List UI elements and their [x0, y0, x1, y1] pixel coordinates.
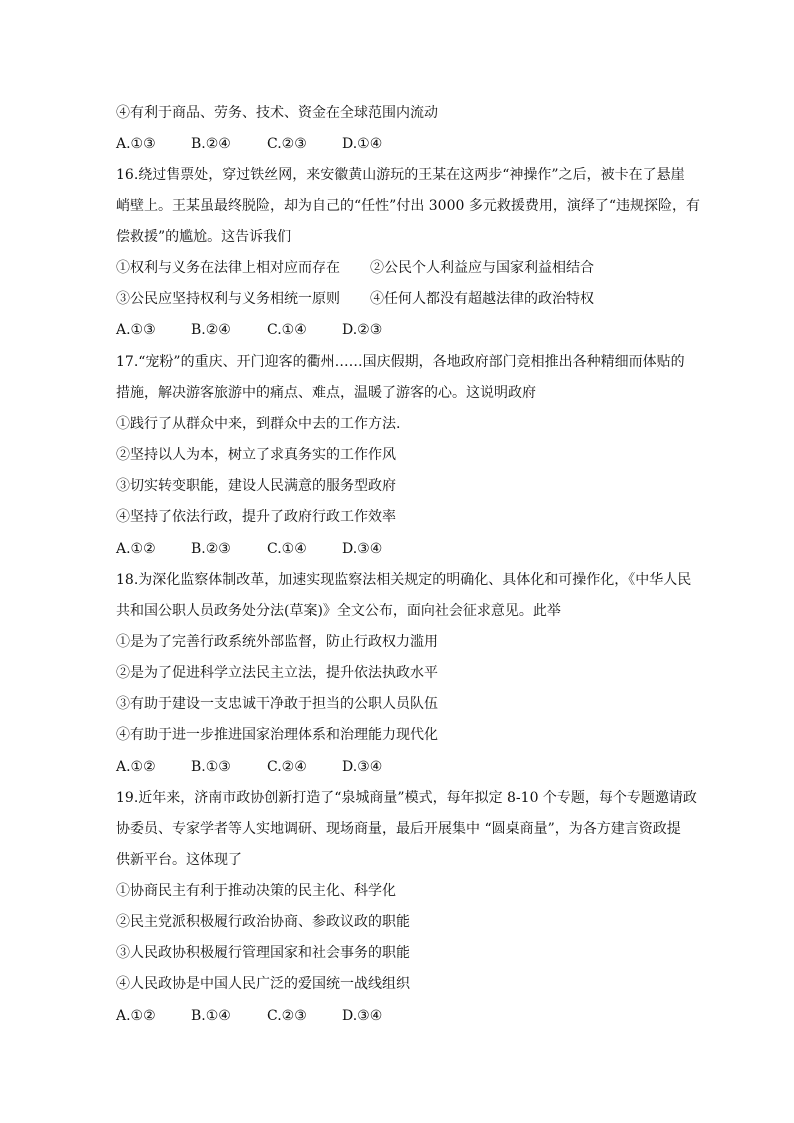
q17-item-2: ②坚持以人为本，树立了求真务实的工作作风: [116, 447, 396, 463]
q19-option-a: A.①②: [116, 1008, 156, 1024]
q19-item-3: ③人民政协积极履行管理国家和社会事务的职能: [116, 945, 410, 961]
q15-option-a: A.①③: [116, 136, 156, 152]
q17-item-3: ③切实转变职能，建设人民满意的服务型政府: [116, 478, 396, 494]
q15-option-b: B.②④: [191, 136, 231, 152]
q16-option-c: C.①④: [267, 322, 307, 338]
q18-item-1: ①是为了完善行政系统外部监督，防止行政权力滥用: [116, 634, 438, 650]
q16-stem-line-3: 偿救援”的尴尬。这告诉我们: [116, 229, 292, 245]
q16-option-d: D.②③: [342, 322, 383, 338]
q19-option-b: B.①④: [191, 1008, 231, 1024]
q16-option-a: A.①③: [116, 322, 156, 338]
q17-option-c: C.①④: [267, 541, 307, 557]
q19-item-2: ②民主党派积极履行政治协商、参政议政的职能: [116, 914, 410, 930]
q17-option-d: D.③④: [342, 541, 383, 557]
q18-stem-line-1: 18.为深化监察体制改革，加速实现监察法相关规定的明确化、具体化和可操作化，《中华人民: [116, 572, 692, 588]
q16-option-b: B.②④: [191, 322, 231, 338]
q18-option-a: A.①②: [116, 759, 156, 775]
q18-stem-line-2: 共和国公职人员政务处分法(草案)》全文公布，面向社会征求意见。此举: [116, 603, 561, 619]
q18-option-d: D.③④: [342, 759, 383, 775]
q15-option-d: D.①④: [342, 136, 383, 152]
q17-stem-line-1: 17.“宠粉”的重庆、开门迎客的衢州……国庆假期，各地政府部门竞相推出各种精细而体贴的: [116, 354, 685, 370]
q17-item-1: ①践行了从群众中来，到群众中去的工作方法.: [116, 416, 401, 432]
q16-items-row-1: [116, 258, 716, 278]
q16-item-2: ②公民个人利益应与国家利益相结合: [370, 260, 594, 276]
q19-stem-line-2: 协委员、专家学者等人实地调研、现场商量，最后开展集中 “圆桌商量”，为各方建言资政提: [116, 821, 681, 837]
q16-item-4: ④任何人都没有超越法律的政治特权: [370, 291, 594, 307]
q15-option-c: C.②③: [267, 136, 307, 152]
q17-item-4: ④坚持了依法行政，提升了政府行政工作效率: [116, 509, 396, 525]
q17-option-b: B.②③: [191, 541, 231, 557]
q19-stem-line-1: 19.近年来，济南市政协创新打造了“泉城商量”模式，每年拟定 8-10 个专题，每个专题邀请政: [116, 790, 697, 806]
q17-stem-line-2: 措施，解决游客旅游中的痛点、难点，温暖了游客的心。这说明政府: [116, 385, 536, 401]
q16-item-3: ③公民应坚持权利与义务相统一原则: [116, 291, 340, 307]
q16-item-1: ①权利与义务在法律上相对应而存在: [116, 260, 340, 276]
q18-item-3: ③有助于建设一支忠诚干净敢于担当的公职人员队伍: [116, 696, 438, 712]
q16-stem-line-1: 16.绕过售票处，穿过铁丝网，来安徽黄山游玩的王某在这两步“神操作”之后，被卡在了悬崖: [116, 167, 685, 183]
q19-stem-line-3: 供新平台。这体现了: [116, 852, 242, 868]
q19-option-c: C.②③: [267, 1008, 307, 1024]
q19-item-4: ④人民政协是中国人民广泛的爱国统一战线组织: [116, 976, 410, 992]
q19-item-1: ①协商民主有利于推动决策的民主化、科学化: [116, 883, 396, 899]
q17-option-a: A.①②: [116, 541, 156, 557]
q15-item-4: ④有利于商品、劳务、技术、资金在全球范围内流动: [116, 105, 438, 121]
q18-option-b: B.①③: [191, 759, 231, 775]
q18-item-2: ②是为了促进科学立法民主立法，提升依法执政水平: [116, 665, 438, 681]
q18-option-c: C.②④: [267, 759, 307, 775]
q16-items-row-2: [116, 289, 716, 309]
q16-stem-line-2: 峭壁上。王某虽最终脱险，却为自己的“任性”付出 3000 多元救援费用，演绎了“违规探险，有: [116, 198, 700, 214]
q19-option-d: D.③④: [342, 1008, 383, 1024]
q18-item-4: ④有助于进一步推进国家治理体系和治理能力现代化: [116, 727, 438, 743]
